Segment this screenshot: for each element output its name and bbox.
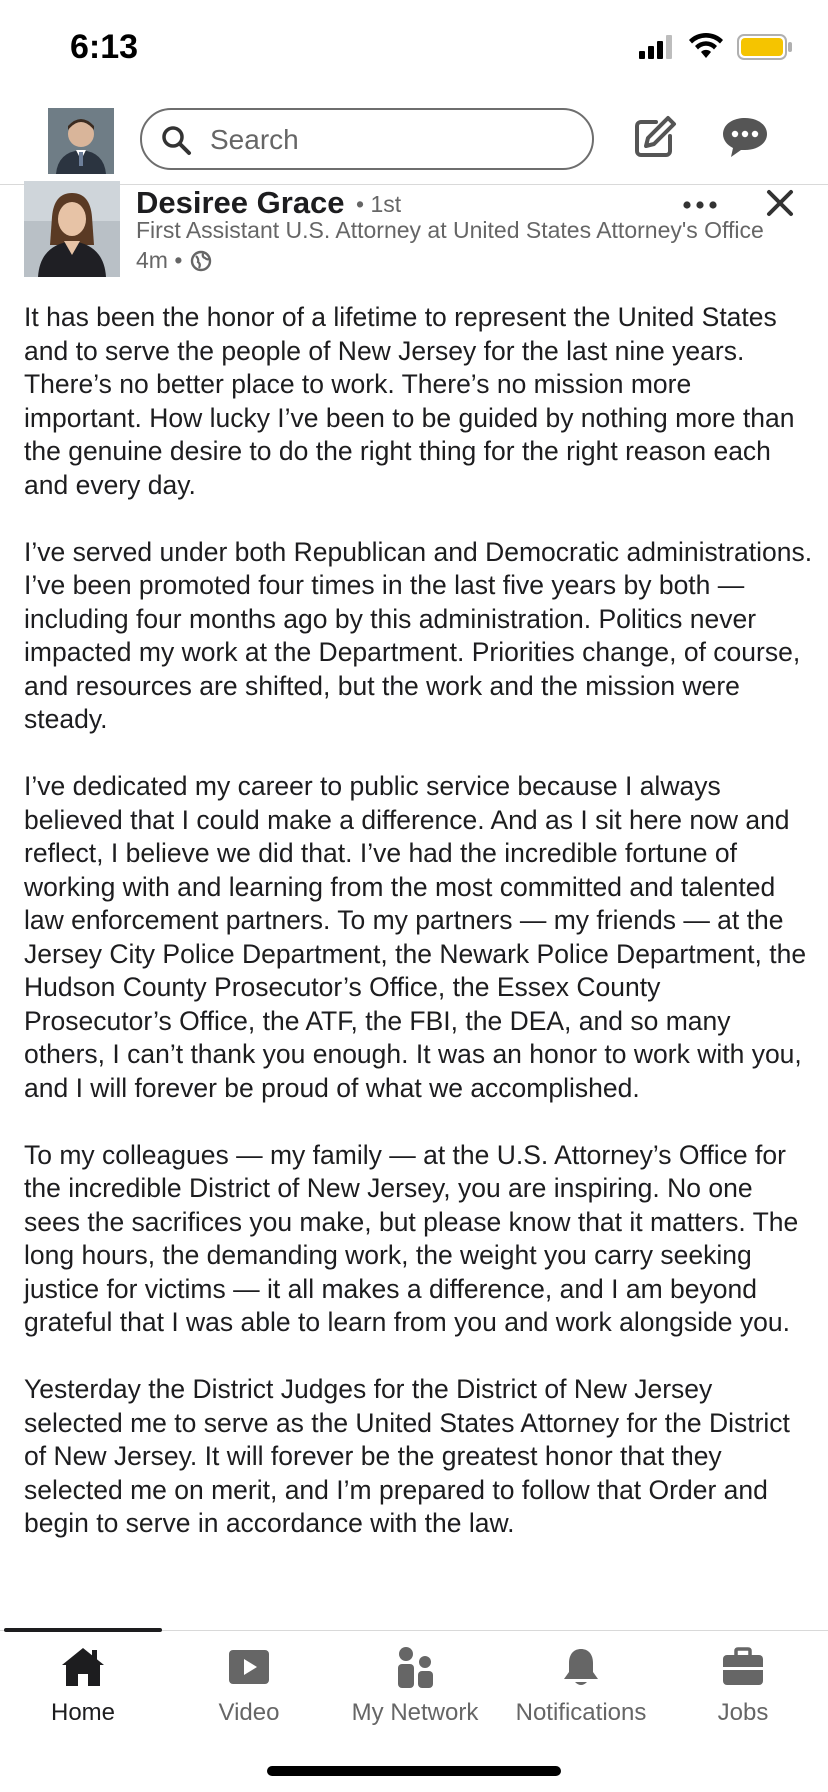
tab-jobs[interactable] (660, 1641, 826, 1731)
post-paragraph: Yesterday the District Judges for the District of New Jersey selected me to serve as the United States Attorney for the District of New Jersey. It will forever be the greatest honor that they selected me on merit, and I’m prepared to follow that Order and begin to serve in accordance with the law. (24, 1374, 790, 1538)
tab-notifications[interactable] (498, 1641, 664, 1731)
cellular-signal-icon (639, 35, 675, 59)
author-headline: First Assistant U.S. Attorney at United States Attorney's Office (136, 217, 764, 243)
tab-home-label: Home (50, 1699, 116, 1726)
profile-avatar-photo (48, 108, 114, 174)
post-time-text: 4m • (136, 247, 183, 273)
search-icon (160, 124, 192, 156)
compose-icon (632, 114, 678, 160)
author-avatar-photo (24, 181, 120, 277)
messaging-button[interactable] (720, 114, 774, 164)
more-options-button[interactable] (682, 195, 718, 215)
author-avatar[interactable] (24, 181, 120, 277)
tab-video-label: Video (218, 1699, 280, 1726)
tab-my-network-label: My Network (351, 1699, 479, 1726)
tab-home[interactable] (0, 1641, 166, 1731)
bell-icon (560, 1646, 602, 1688)
close-icon (762, 185, 798, 221)
status-bar (0, 0, 828, 100)
post-paragraph: To my colleagues — my family — at the U.S. Attorney’s Office for the incredible District of New Jersey, you are inspiring. No one sees the sacrifices you make, but please know that it matters. The long hours, the demanding work, the weight you carry seeking justice for victims — it all makes a difference, and I am beyond grateful that I was able to learn from you and work alongside you. (24, 1139, 799, 1337)
network-icon (392, 1645, 438, 1689)
video-icon (227, 1648, 271, 1686)
compose-button[interactable] (632, 114, 682, 164)
globe-icon (190, 250, 212, 272)
tab-notifications-label: Notifications (515, 1699, 647, 1726)
tab-my-network[interactable] (332, 1641, 498, 1731)
status-icons (639, 34, 793, 60)
connection-degree: • 1st (356, 191, 402, 217)
battery-icon (737, 34, 793, 60)
briefcase-icon (721, 1647, 765, 1687)
bottom-navigation (0, 1630, 828, 1741)
search-bar[interactable] (140, 108, 594, 170)
post-timestamp (136, 247, 212, 274)
top-navigation (0, 100, 828, 185)
tab-jobs-label: Jobs (717, 1699, 769, 1726)
close-button[interactable] (762, 185, 798, 221)
author-name[interactable]: Desiree Grace (136, 185, 345, 220)
status-time: 6:13 (70, 28, 139, 66)
post-paragraph: I’ve dedicated my career to public service because I always believed that I could make a difference. And as I sit here now and reflect, I believe we did that. I’ve had the incredible fortune of working with and learning from the most committed and talented law enforcement partners. To my partners — my friends — at the Jersey City Police Department, the Newark Police Department, the Hudson County Prosecutor’s Office, the Essex County Prosecutor’s Office, the ATF, the FBI, the DEA, and so many others, I can’t thank you enough. It was an honor to work with you, and I will forever be proud of what we accomplished. (24, 771, 807, 1103)
post-body (24, 301, 814, 1574)
post-paragraph: It has been the honor of a lifetime to represent the United States and to serve the people of New Jersey for the last nine years. There’s no better place to work. There’s no mission more important. How lucky I’ve been to be guided by nothing more than the genuine desire to do the right thing for the right reason each and every day. (24, 302, 795, 500)
post-header (0, 185, 828, 285)
search-input[interactable] (208, 118, 572, 162)
post-paragraph: I’ve served under both Republican and Democratic administrations. I’ve been promoted four times in the last five years by both — including four months ago by this administration. Politics never impacted my work at the Department. Priorities change, of course, and resources are shifted, but the work and the mission were steady. (24, 536, 813, 734)
tab-video[interactable] (166, 1641, 332, 1731)
home-icon (60, 1646, 106, 1688)
wifi-icon (689, 34, 723, 60)
profile-avatar[interactable] (48, 108, 114, 174)
home-indicator[interactable] (267, 1766, 561, 1776)
messaging-icon (720, 114, 770, 160)
active-tab-indicator (4, 1628, 162, 1632)
more-options-icon (682, 195, 718, 215)
